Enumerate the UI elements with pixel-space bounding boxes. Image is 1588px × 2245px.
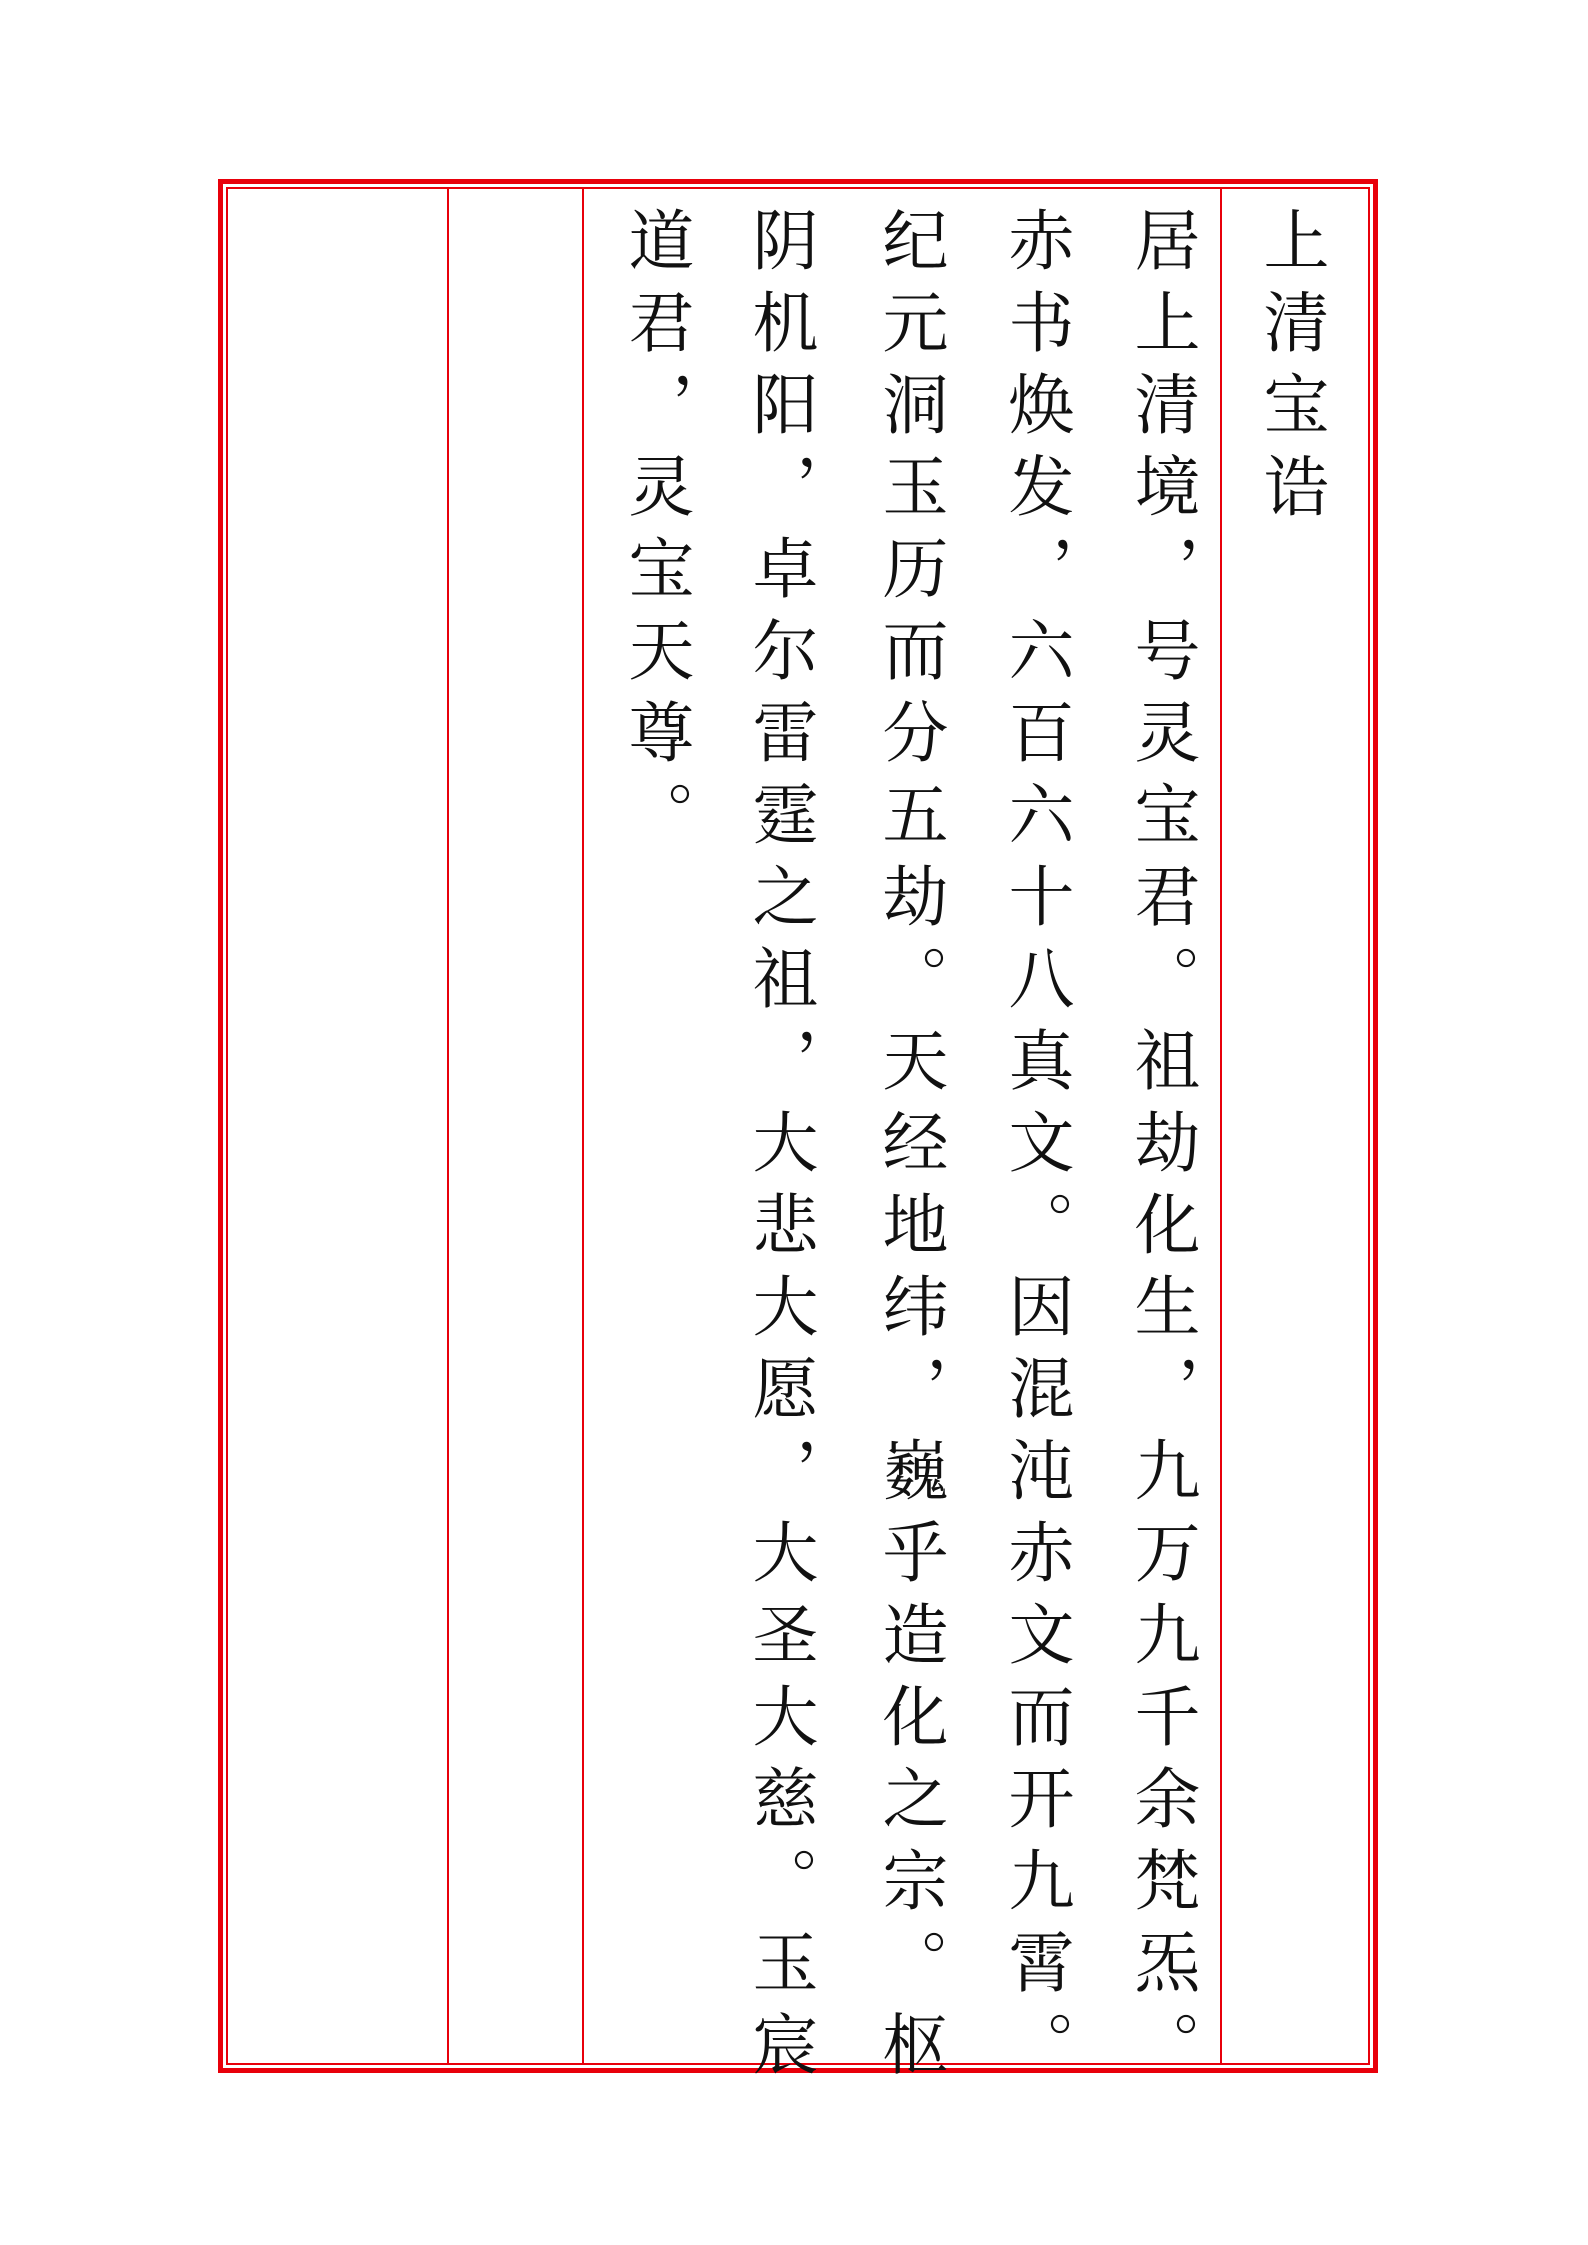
column-title: 上清宝诰 <box>1252 206 1329 534</box>
text-column: 赤书焕发，六百六十八真文。因混沌赤文而开九霄。 <box>997 206 1074 2092</box>
column-rule <box>447 187 449 2065</box>
column-rule <box>1220 187 1222 2065</box>
text-column: 阴机阳，卓尔雷霆之祖，大悲大愿，大圣大慈。玉宸 <box>741 206 818 2092</box>
column-rule <box>582 187 584 2065</box>
text-column: 道君，灵宝天尊。 <box>617 206 694 862</box>
text-column: 居上清境，号灵宝君。祖劫化生，九万九千余梵炁。 <box>1123 206 1200 2092</box>
text-column: 纪元洞玉历而分五劫。天经地纬，巍乎造化之宗。枢 <box>871 206 948 2092</box>
